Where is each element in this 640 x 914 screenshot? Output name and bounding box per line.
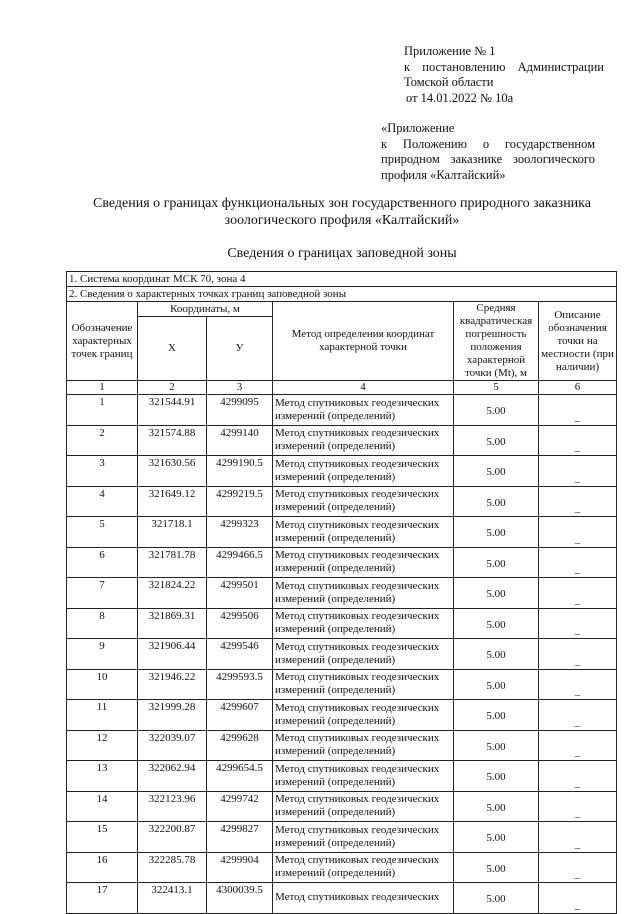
coord-x: 321718.1 xyxy=(138,517,207,548)
table-row xyxy=(67,791,617,822)
error-cell: 5.00 xyxy=(454,517,539,548)
point-number: 3 xyxy=(67,456,138,487)
method-cell: Метод спутниковых геодезических измерений (определений) xyxy=(273,456,454,487)
coord-x: 322200.87 xyxy=(138,822,207,853)
coord-y: 4299190.5 xyxy=(207,456,273,487)
coord-x: 322413.1 xyxy=(138,883,207,914)
header-y: У xyxy=(207,317,273,381)
column-number: 1 xyxy=(67,381,138,395)
description-cell: _ xyxy=(539,456,617,487)
table-row xyxy=(67,669,617,700)
point-number: 8 xyxy=(67,608,138,639)
description-cell: _ xyxy=(539,425,617,456)
coord-y: 4299140 xyxy=(207,425,273,456)
method-cell: Метод спутниковых геодезических xyxy=(273,883,454,914)
method-cell: Метод спутниковых геодезических измерений (определений) xyxy=(273,425,454,456)
header-error: Средняя квадратическая погрешность положения характерной точки (Mt), м xyxy=(454,302,539,381)
description-cell: _ xyxy=(539,578,617,609)
coord-x: 321630.56 xyxy=(138,456,207,487)
document-title xyxy=(64,195,620,229)
description-cell: _ xyxy=(539,700,617,731)
coord-x: 322285.78 xyxy=(138,852,207,883)
method-cell: Метод спутниковых геодезических измерений (определений) xyxy=(273,486,454,517)
appendix-line: Приложение № 1 xyxy=(404,44,496,58)
method-cell: Метод спутниковых геодезических измерений (определений) xyxy=(273,730,454,761)
coord-x: 321869.31 xyxy=(138,608,207,639)
error-cell: 5.00 xyxy=(454,761,539,792)
coord-x: 321544.91 xyxy=(138,395,207,426)
method-cell: Метод спутниковых геодезических измерений (определений) xyxy=(273,608,454,639)
description-cell: _ xyxy=(539,639,617,670)
description-cell: _ xyxy=(539,852,617,883)
point-number: 7 xyxy=(67,578,138,609)
section-row: 2. Сведения о характерных точках границ заповедной зоны xyxy=(67,287,617,302)
section-title: Сведения о границах заповедной зоны xyxy=(227,246,457,261)
title-line: Сведения о границах функциональных зон государственного природного заказника xyxy=(93,196,591,211)
coord-y: 4299904 xyxy=(207,852,273,883)
point-number: 11 xyxy=(67,700,138,731)
point-number: 10 xyxy=(67,669,138,700)
regulation-appendix-block xyxy=(381,121,595,183)
coord-y: 4299546 xyxy=(207,639,273,670)
method-cell: Метод спутниковых геодезических измерений (определений) xyxy=(273,639,454,670)
table-row xyxy=(67,700,617,731)
method-cell: Метод спутниковых геодезических измерений (определений) xyxy=(273,791,454,822)
description-cell: _ xyxy=(539,395,617,426)
appendix-line: от 14.01.2022 № 10а xyxy=(406,90,514,105)
appendix2-line: природном заказнике зоологического xyxy=(381,152,595,166)
description-cell: _ xyxy=(539,608,617,639)
header-coordinates: Координаты, м xyxy=(138,302,273,317)
point-number: 15 xyxy=(67,822,138,853)
description-cell: _ xyxy=(539,791,617,822)
coord-y: 4299827 xyxy=(207,822,273,853)
coord-y: 4299219.5 xyxy=(207,486,273,517)
header-x: Х xyxy=(138,317,207,381)
coord-x: 321999.28 xyxy=(138,700,207,731)
method-cell: Метод спутниковых геодезических измерений (определений) xyxy=(273,547,454,578)
title-line: зоологического профиля «Калтайский» xyxy=(224,213,460,228)
error-cell: 5.00 xyxy=(454,639,539,670)
point-number: 2 xyxy=(67,425,138,456)
coord-x: 321781.78 xyxy=(138,547,207,578)
coord-y: 4299593.5 xyxy=(207,669,273,700)
error-cell: 5.00 xyxy=(454,395,539,426)
appendix-block xyxy=(404,44,604,106)
error-cell: 5.00 xyxy=(454,852,539,883)
table-row xyxy=(67,395,617,426)
table-row xyxy=(67,883,617,914)
coord-y: 4299607 xyxy=(207,700,273,731)
table-row xyxy=(67,547,617,578)
header-point: Обозначение характерных точек границ xyxy=(67,302,138,381)
coord-y: 4299628 xyxy=(207,730,273,761)
point-number: 4 xyxy=(67,486,138,517)
error-cell: 5.00 xyxy=(454,456,539,487)
table-row xyxy=(67,608,617,639)
table-row xyxy=(67,425,617,456)
zone-boundary-table xyxy=(66,271,617,914)
table-row xyxy=(67,486,617,517)
error-cell: 5.00 xyxy=(454,608,539,639)
method-cell: Метод спутниковых геодезических измерений (определений) xyxy=(273,852,454,883)
error-cell: 5.00 xyxy=(454,425,539,456)
point-number: 5 xyxy=(67,517,138,548)
description-cell: _ xyxy=(539,730,617,761)
coord-y: 4299506 xyxy=(207,608,273,639)
coord-x: 322062.94 xyxy=(138,761,207,792)
error-cell: 5.00 xyxy=(454,578,539,609)
method-cell: Метод спутниковых геодезических измерений (определений) xyxy=(273,578,454,609)
method-cell: Метод спутниковых геодезических измерений (определений) xyxy=(273,761,454,792)
table-row xyxy=(67,578,617,609)
description-cell: _ xyxy=(539,486,617,517)
table-row xyxy=(67,761,617,792)
error-cell: 5.00 xyxy=(454,791,539,822)
appendix2-line: профиля «Калтайский» xyxy=(381,167,506,182)
coord-x: 322123.96 xyxy=(138,791,207,822)
point-number: 17 xyxy=(67,883,138,914)
table-row xyxy=(67,852,617,883)
coord-y: 4299501 xyxy=(207,578,273,609)
table-row xyxy=(67,517,617,548)
appendix2-line: к Положению о государственном xyxy=(381,136,595,151)
table-row xyxy=(67,639,617,670)
column-number: 6 xyxy=(539,381,617,395)
description-cell: _ xyxy=(539,761,617,792)
coord-x: 321906.44 xyxy=(138,639,207,670)
appendix2-line: «Приложение xyxy=(381,121,455,135)
table-row xyxy=(67,730,617,761)
description-cell: _ xyxy=(539,822,617,853)
point-number: 1 xyxy=(67,395,138,426)
coord-x: 321649.12 xyxy=(138,486,207,517)
point-number: 9 xyxy=(67,639,138,670)
error-cell: 5.00 xyxy=(454,822,539,853)
error-cell: 5.00 xyxy=(454,669,539,700)
method-cell: Метод спутниковых геодезических измерений (определений) xyxy=(273,517,454,548)
table-row xyxy=(67,822,617,853)
method-cell: Метод спутниковых геодезических измерений (определений) xyxy=(273,395,454,426)
column-number: 4 xyxy=(273,381,454,395)
column-number: 3 xyxy=(207,381,273,395)
coord-y: 4299742 xyxy=(207,791,273,822)
description-cell: _ xyxy=(539,669,617,700)
error-cell: 5.00 xyxy=(454,547,539,578)
error-cell: 5.00 xyxy=(454,700,539,731)
point-number: 12 xyxy=(67,730,138,761)
appendix-line: Томской области xyxy=(404,75,494,89)
coordinate-system-row: 1. Система координат МСК 70, зона 4 xyxy=(67,272,617,287)
description-cell: _ xyxy=(539,883,617,914)
point-number: 14 xyxy=(67,791,138,822)
method-cell: Метод спутниковых геодезических измерений (определений) xyxy=(273,669,454,700)
point-number: 13 xyxy=(67,761,138,792)
description-cell: _ xyxy=(539,547,617,578)
error-cell: 5.00 xyxy=(454,730,539,761)
coord-y: 4299654.5 xyxy=(207,761,273,792)
table-row xyxy=(67,456,617,487)
appendix-line: к постановлению Администрации xyxy=(404,59,604,74)
method-cell: Метод спутниковых геодезических измерений (определений) xyxy=(273,822,454,853)
column-number: 5 xyxy=(454,381,539,395)
description-cell: _ xyxy=(539,517,617,548)
error-cell: 5.00 xyxy=(454,883,539,914)
header-method: Метод определения координат характерной точки xyxy=(273,302,454,381)
coord-x: 321574.88 xyxy=(138,425,207,456)
coord-y: 4299466.5 xyxy=(207,547,273,578)
coord-x: 321824.22 xyxy=(138,578,207,609)
coord-x: 321946.22 xyxy=(138,669,207,700)
column-number: 2 xyxy=(138,381,207,395)
coord-y: 4299323 xyxy=(207,517,273,548)
point-number: 6 xyxy=(67,547,138,578)
coord-y: 4300039.5 xyxy=(207,883,273,914)
method-cell: Метод спутниковых геодезических измерений (определений) xyxy=(273,700,454,731)
error-cell: 5.00 xyxy=(454,486,539,517)
coord-y: 4299095 xyxy=(207,395,273,426)
coord-x: 322039.07 xyxy=(138,730,207,761)
header-description: Описание обозначения точки на местности (при наличии) xyxy=(539,302,617,381)
point-number: 16 xyxy=(67,852,138,883)
